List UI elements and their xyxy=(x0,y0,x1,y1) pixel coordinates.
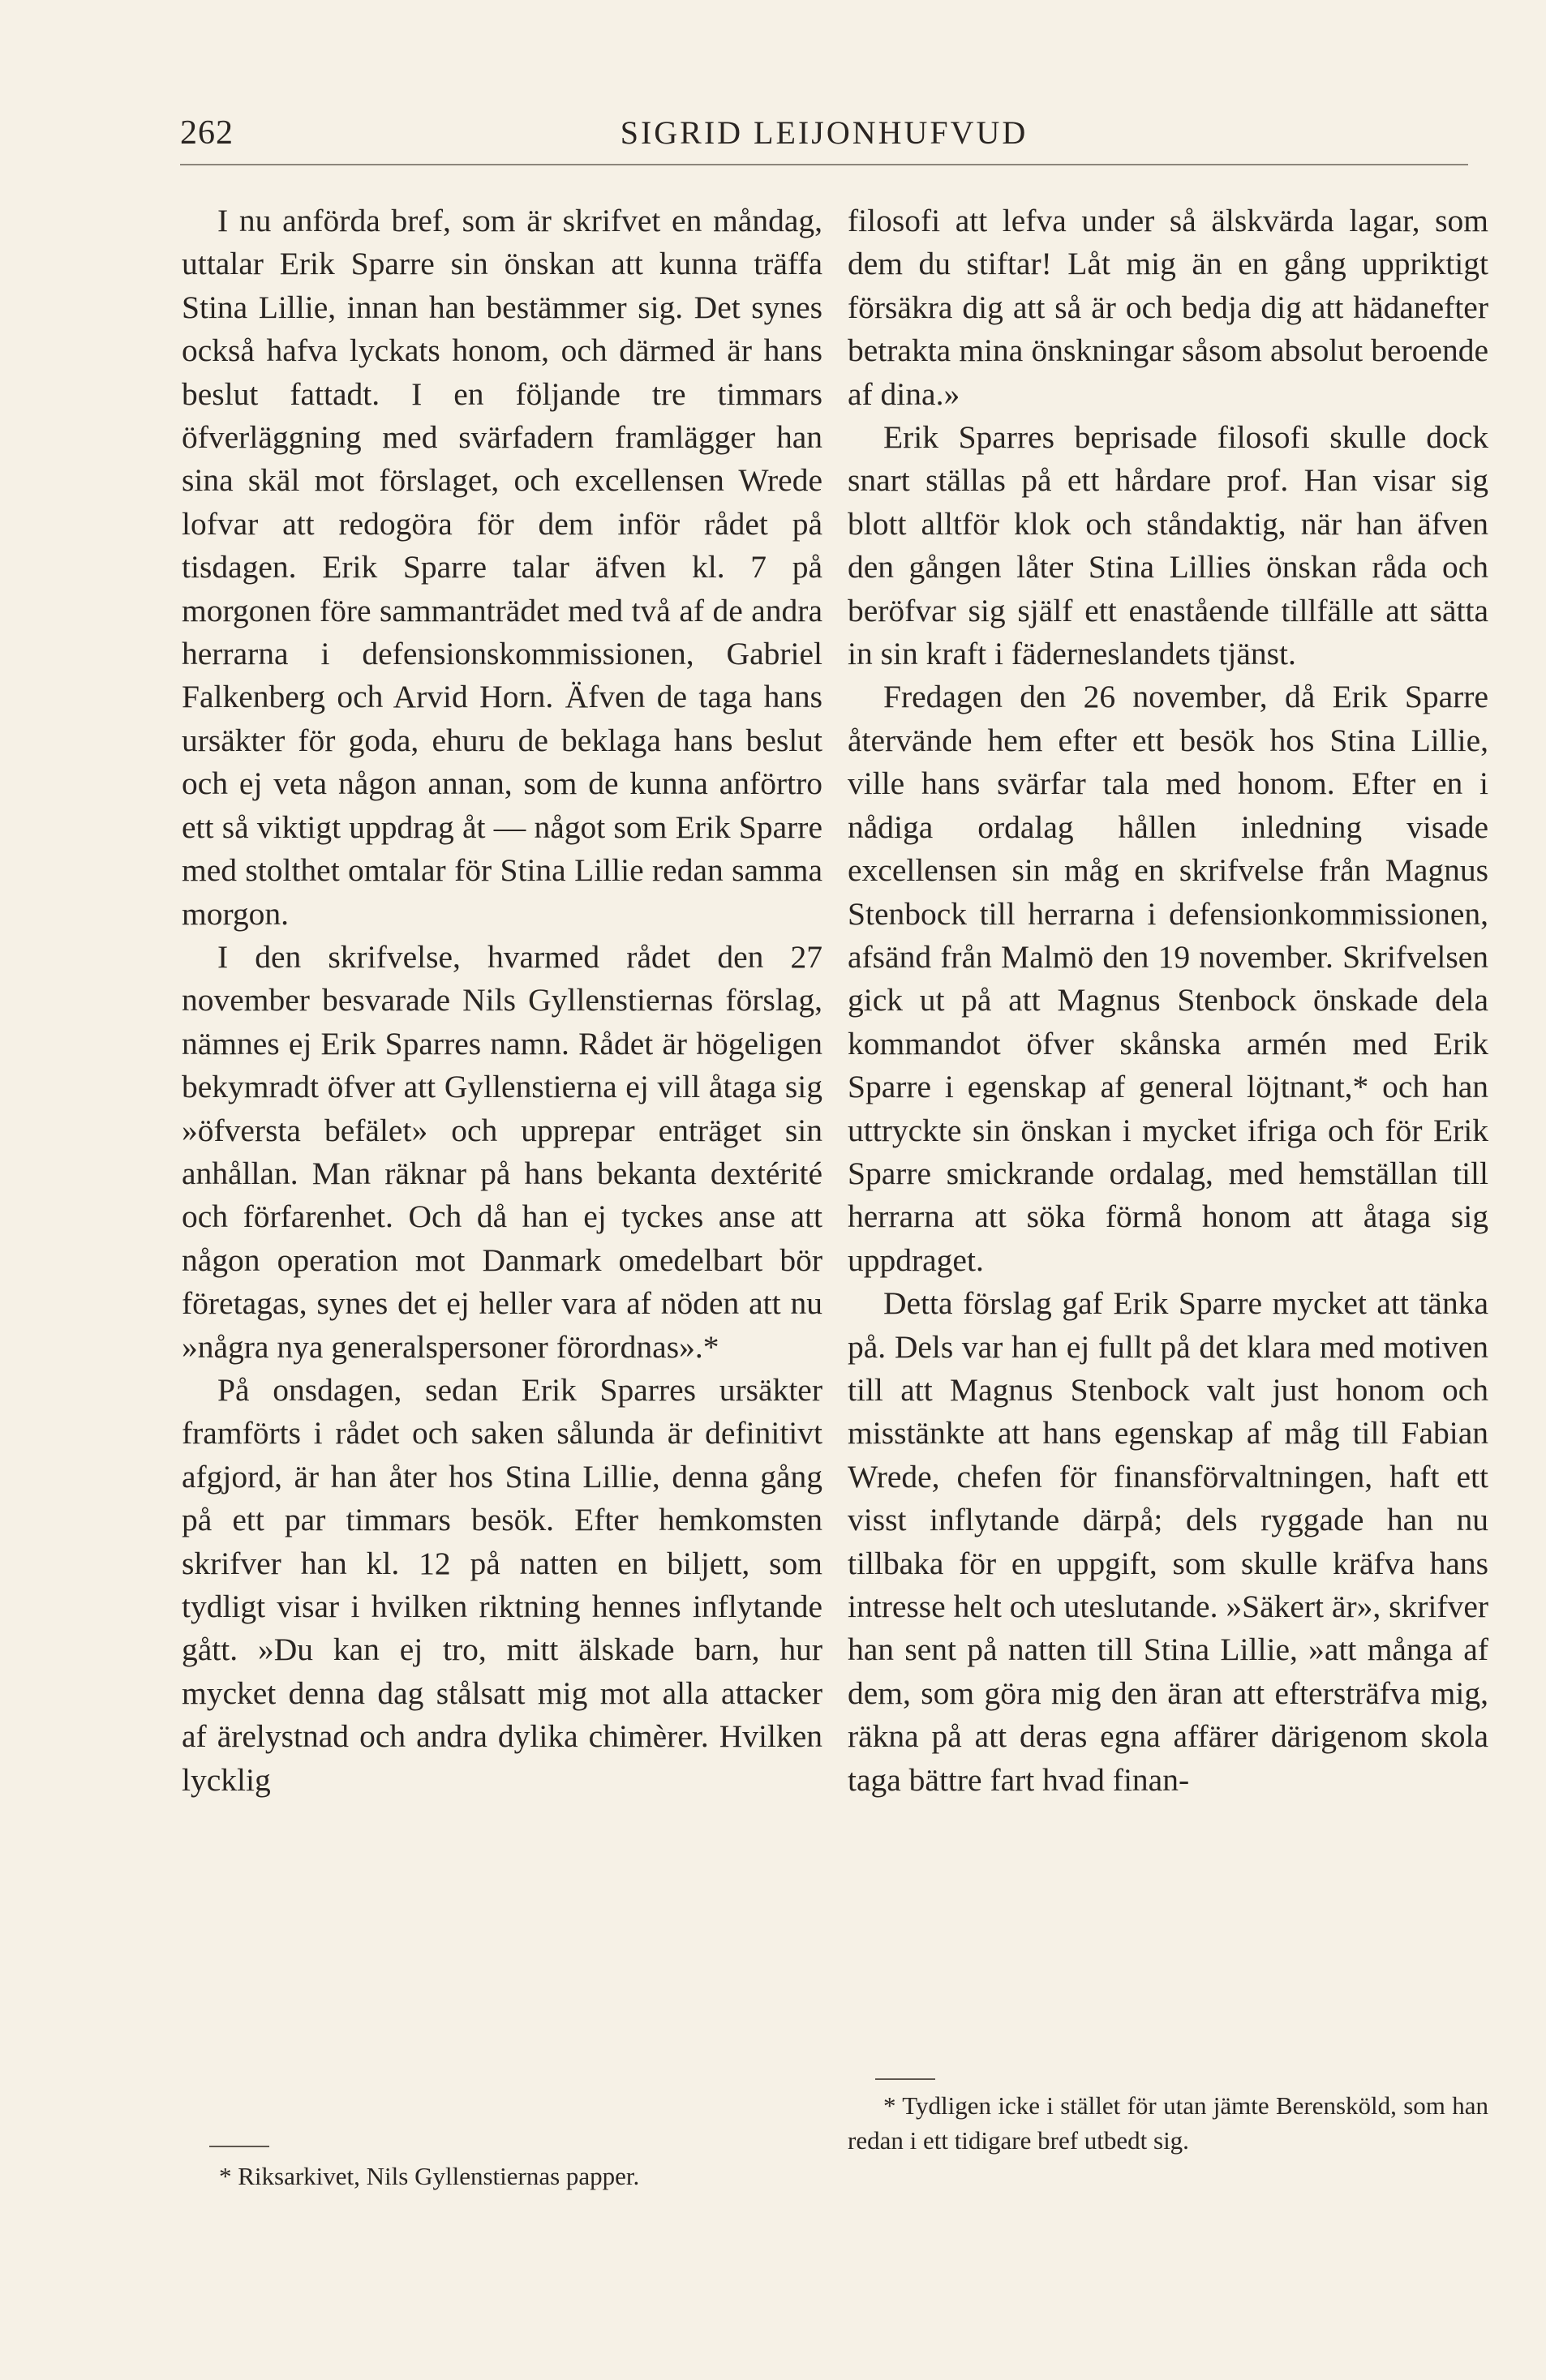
page-number: 262 xyxy=(180,114,234,152)
paragraph: filosofi att lefva under så älskvärda lagar, som dem du stiftar! Låt mig än en gång uppriktigt försäkra dig att så är och bedja dig att hädanefter betrakta mina önskningar såsom absolut beroende af dina.» xyxy=(848,203,1488,412)
footnote-rule xyxy=(875,2078,935,2080)
paragraph: På onsdagen, sedan Erik Sparres ursäkter framförts i rådet och saken sålunda är definitivt afgjord, är han åter hos Stina Lillie, denna gång på ett par timmars besök. Efter hemkomsten skrifver han kl. 12 på natten en biljett, som tydligt visar i hvilken riktning hennes inflytande gått. »Du kan ej tro, mitt älskade barn, hur mycket denna dag stålsatt mig mot alla attacker af ärelystnad och andra dylika chimèrer. Hvilken lycklig xyxy=(182,1371,822,1798)
right-column xyxy=(848,199,1488,1802)
paragraph: Erik Sparres beprisade filosofi skulle dock snart ställas på ett hårdare prof. Han visar sig blott alltför klok och ståndaktig, när han äfven den gången låter Stina Lillies önskan råda och beröfvar sig själf ett enastående tillfälle att sätta in sin kraft i fäderneslandets tjänst. xyxy=(848,419,1488,672)
footnote-left: * Riksarkivet, Nils Gyllenstiernas papper. xyxy=(219,2162,640,2190)
paragraph: I nu anförda bref, som är skrifvet en måndag, uttalar Erik Sparre sin önskan att kunna träffa Stina Lillie, innan han bestämmer sig. Det synes också hafva lyckats honom, och därmed är hans beslut fattadt. I en följande tre timmars öfverläggning med svärfadern framlägger han sina skäl mot förslaget, och excellensen Wrede lofvar att redogöra för dem inför rådet på tisdagen. Erik Sparre talar äfven kl. 7 på morgonen före sammanträdet med två af de andra herrarna i defensionskommissionen, Gabriel Falkenberg och Arvid Horn. Äfven de taga hans ursäkter för goda, ehuru de beklaga hans beslut och ej veta någon annan, som de kunna anförtro ett så viktigt uppdrag åt — något som Erik Sparre med stolthet omtalar för Stina Lillie redan samma morgon. xyxy=(182,203,822,932)
footnote-right: * Tydligen icke i stället för utan jämte Berensköld, som han redan i ett tidigare bref utbedt sig. xyxy=(848,2091,1488,2155)
paragraph: Detta förslag gaf Erik Sparre mycket att tänka på. Dels var han ej fullt på det klara med motiven till att Magnus Stenbock valt just honom och misstänkte att hans egenskap af måg till Fabian Wrede, chefen för finansförvaltningen, haft ett visst inflytande därpå; dels ryggade han nu tillbaka för en uppgift, som skulle kräfva hans intresse helt och uteslutande. »Säkert är», skrifver han sent på natten till Stina Lillie, »att många af dem, som göra mig den äran att eftersträfva mig, räkna på att deras egna affärer därigenom skola taga bättre fart hvad finan- xyxy=(848,1285,1488,1798)
paragraph: Fredagen den 26 november, då Erik Sparre återvände hem efter ett besök hos Stina Lillie, ville hans svärfar tala med honom. Efter en i nådiga ordalag hållen inledning visade excellensen sin måg en skrifvelse från Magnus Stenbock till herrarna i defensionkommissionen, afsänd från Malmö den 19 november. Skrifvelsen gick ut på att Magnus Stenbock önskade dela kommandot öfver skånska armén med Erik Sparre i egenskap af general löjtnant,* och han uttryckte sin önskan i mycket ifriga och för Erik Sparre smickrande ordalag, med hemställan till herrarna att söka förmå honom att åtaga sig uppdraget. xyxy=(848,679,1488,1278)
left-column xyxy=(182,199,822,1802)
paragraph: I den skrifvelse, hvarmed rådet den 27 november besvarade Nils Gyllenstiernas förslag, nämnes ej Erik Sparres namn. Rådet är högeligen bekymradt öfver att Gyllenstierna ej vill åtaga sig »öfversta befälet» och upprepar enträget sin anhållan. Man räknar på hans bekanta dextérité och förfarenhet. Och då han ej tyckes anse att någon operation mot Danmark omedelbart bör företagas, synes det ej heller vara af nöden att nu »några nya generalspersoner förordnas».* xyxy=(182,938,822,1365)
footnote-rule xyxy=(209,2146,269,2147)
page-header xyxy=(180,107,1468,165)
running-title: SIGRID LEIJONHUFVUD xyxy=(620,114,1029,151)
